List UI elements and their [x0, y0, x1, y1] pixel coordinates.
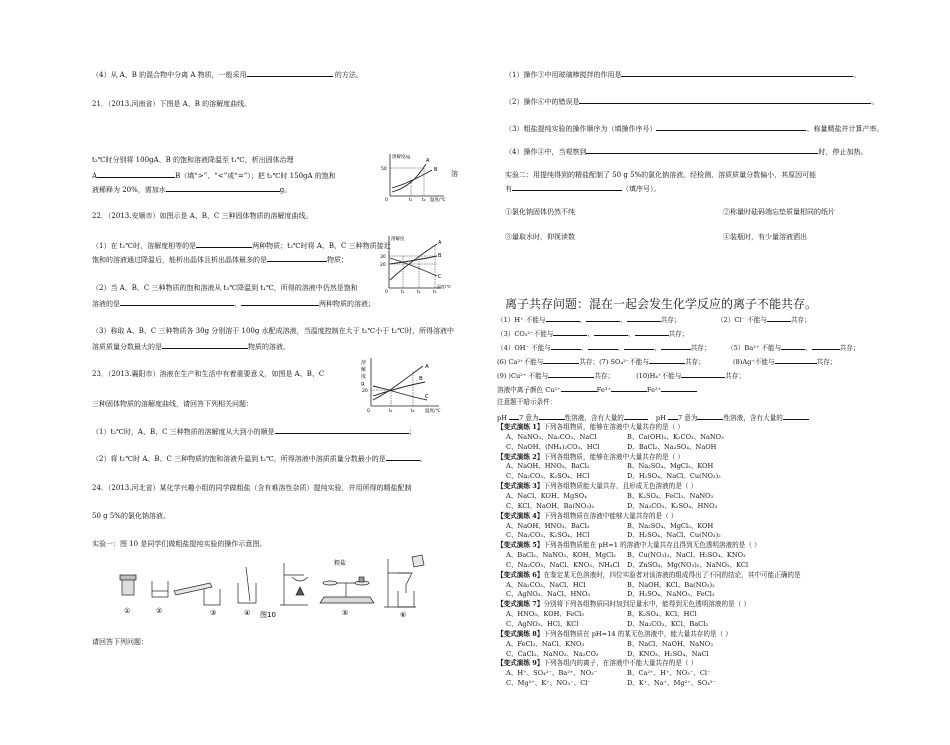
- drill-prompt: 下列各组物质，能够在溶液中大量共存的是（ ）: [543, 423, 685, 431]
- origin-label: 0: [367, 409, 370, 414]
- drill-option: B、NaCl、NaOH、NaNO₃: [627, 639, 713, 648]
- drill-option: A、HNO₃、KOH、FeCl₃: [506, 610, 584, 619]
- curve-label: A: [425, 364, 429, 370]
- ph-row: pH 7 意为 性溶液，含有大量的 pH 7 意为 性溶液，含有大量的: [497, 412, 809, 422]
- drill-question: [497, 482, 697, 490]
- exp2-b: 有 （填序号）。: [505, 185, 661, 193]
- drill-question: [497, 659, 697, 667]
- drill-option: B、Na₂SO₄、MgCl₂、KOH: [627, 521, 714, 530]
- drill-option: A、H⁺、SO₄²⁻、Ba²⁺、NO₃⁻: [506, 669, 598, 678]
- drill-title: 【变式演练 7】: [497, 600, 544, 609]
- ion-row-3: （3）CO₃²⁻不能与 、 、 共存；: [497, 330, 689, 338]
- drill-title: 【变式演练 8】: [497, 629, 544, 638]
- ion-section-title: 离子共存问题：混在一起会发生化学反应的离子不能共存。: [505, 297, 818, 311]
- drill-option: D、KNO₃、H₂SO₄、NaCl: [627, 649, 709, 658]
- x-tick: t₂: [417, 290, 421, 295]
- answer-prompt: 请回答下列问题：: [92, 638, 148, 646]
- answer-blank[interactable]: [97, 170, 175, 178]
- q23-line2: 三种固体物质的溶解度曲线，请回答下列相关问题：: [92, 400, 253, 408]
- drill-option: D、K⁺、Na⁺、Mg²⁺、SO₄²⁻: [627, 679, 717, 688]
- ylabel: 溶解度: [391, 237, 405, 242]
- x-tick: t₂: [422, 198, 426, 203]
- r2: （2）操作⑥中的错误是 。: [505, 98, 879, 106]
- step-number: ②: [156, 607, 163, 615]
- drill-option: B、K₂SO₄、FeCl₃、NaNO₃: [627, 491, 714, 500]
- drill-option: C、CaCl₂、NaNO₃、Na₂CO₃: [506, 649, 599, 658]
- drill-option: B、Na₂SO₄、MgCl₂、KOH: [627, 462, 714, 471]
- drill-question: [497, 630, 732, 638]
- drill-option: C、Mg²⁺、K⁺、NO₃⁻、Cl⁻: [506, 679, 591, 688]
- drill-title: 【变式演练 6】: [497, 570, 544, 579]
- q24-line2: 50 g 5%的氯化钠溶液。: [92, 512, 170, 520]
- answer-blank[interactable]: [586, 146, 818, 154]
- curve-label: A: [426, 158, 430, 164]
- curve-label: B: [438, 253, 442, 259]
- ion-color-row: 溶液中离子颜色 Cu²⁺ Fe³⁺ Fe²⁺: [497, 384, 697, 394]
- q22-3a: （3）称取 A、B、C 三种物质各 30g 分别溶于 100g 水配成溶液，当温度控制在大于 t₁℃小于 t₂℃时，所得溶液中: [92, 327, 454, 335]
- step-number: ③: [210, 609, 217, 617]
- figure-10-illustration: [112, 553, 430, 617]
- answer-blank[interactable]: [247, 69, 333, 77]
- x-tick: t₁: [401, 290, 405, 295]
- drill-question: [497, 541, 761, 549]
- curve-label: B: [434, 167, 438, 173]
- y-tick: 50: [381, 167, 387, 172]
- q21-line1: t₂℃时分别将 100gA、B 的饱和溶液降温至 t₁℃，析出固体治理: [92, 156, 294, 164]
- drill-prompt: 下列各组物质在溶液中能够大量共存的是（ ）: [543, 511, 678, 520]
- xlabel: 温度/℃: [437, 284, 451, 289]
- drill-option: A、NaCl、KOH、MgSO₄: [506, 491, 587, 500]
- curve-label: C: [425, 394, 429, 400]
- salt-label: 粗盐: [334, 560, 347, 567]
- step-number: ⑤: [342, 609, 349, 617]
- answer-blank[interactable]: [120, 298, 234, 306]
- answer-blank[interactable]: [621, 69, 853, 77]
- drill-prompt: 分别将下列各组物质同时加到足量水中，能得到无色透明溶液的是（ ）: [543, 600, 750, 609]
- x-tick: t₁: [409, 198, 413, 203]
- option-3: ③量取水时，仰视读数: [505, 233, 575, 241]
- drill-option: A、FeCl₃、NaCl、KNO₃: [506, 639, 585, 648]
- curve-b: [392, 170, 432, 188]
- drill-option: A、NaNO₃、Na₂CO₃、NaCl: [506, 432, 597, 441]
- curve-label: A: [438, 240, 442, 246]
- drill-option: D、H₂SO₄、NaNO₃、FeCl₃: [627, 590, 715, 599]
- solubility-graph-21: [378, 150, 448, 202]
- xlabel: 温度/℃: [430, 198, 446, 203]
- drill-option: C、Na₂CO₃、K₂SO₄、HCl: [506, 531, 590, 540]
- drill-option: D、BaCl₂、Na₂SO₄、NaOH: [627, 442, 717, 451]
- ion-row-5: （5）Ba²⁺ 不能与 、 共存；: [727, 344, 860, 352]
- drill-title: 【变式演练 1】: [497, 423, 544, 431]
- drill-option: C、AgNO₃、HCl、KCl: [506, 620, 579, 628]
- drill-option: B、Ca(OH)₂、K₂CO₃、NaNO₃: [627, 432, 724, 441]
- r4: （4）操作④中，当观察到 时，停止加热。: [505, 148, 868, 156]
- ion-row-4: （4）OH⁻ 不能与 、 、 、 共存；: [497, 344, 711, 352]
- drill-prompt: 下列各组内的离子，在溶液中不能大量共存的是（ ）: [543, 659, 698, 668]
- drill-option: A、Na₂CO₃、NaCl、HCl: [506, 580, 586, 589]
- drill-option: B、NaOH、KCl、Ba(NO₃)₂: [627, 580, 715, 589]
- ylabel: g: [361, 381, 365, 387]
- curve-label: B: [419, 376, 423, 382]
- option-2: ②称量时砝码端忘垫质量相同的纸片: [723, 208, 835, 216]
- answer-blank[interactable]: [166, 184, 280, 192]
- q23-2: （2）将 t₁℃时 A、B、C 三种物质的饱和溶液升温到 t₂℃，所得溶液中溶质质量分数最小的是 。: [92, 455, 427, 463]
- answer-blank[interactable]: [512, 183, 622, 191]
- drill-question: [497, 571, 801, 579]
- option-4: ④装瓶时，有少量溶液洒出: [723, 233, 807, 241]
- ion-row-9: (9) )Cu²⁺ 不能与 共存； (10)H₄⁺不能与 共存；: [497, 372, 746, 380]
- q22-title: 22．（2013.安顺市）如图示是 A、B、C 三种固体物质的溶解度曲线。: [92, 212, 313, 220]
- x-tick: t₃: [433, 290, 437, 295]
- drill-title: 【变式演练 4】: [497, 511, 544, 520]
- drill-option: A、NaOH、HNO₃、BaCl₂: [506, 462, 590, 471]
- experiment-one: 实验一：图 10 是同学们做粗盐提纯实验的操作示意图。: [92, 540, 267, 548]
- drill-option: D、ZnSO₄、Mg(NO₃)₂、NaNO₃、KCl: [627, 560, 749, 569]
- step-number: ①: [124, 607, 131, 615]
- r1: （1）操作③中用玻璃棒搅拌的作用是 。: [505, 71, 861, 79]
- drill-option: A、NaOH、HNO₃、BaCl₂: [506, 521, 590, 530]
- ion-row-2: （2）Cl⁻ 不能与 共存；: [717, 316, 811, 324]
- drill-option: D、Na₂CO₃、KCl、BaCl₂: [627, 620, 708, 628]
- drill-title: 【变式演练 9】: [497, 659, 544, 668]
- origin-label: 0: [385, 198, 388, 203]
- q22-1b: 饱和的溶液通过降温后，能析出晶体且析出晶体最多的是 物质；: [92, 256, 348, 264]
- solubility-graph-23: [355, 354, 447, 416]
- q23-1: （1）t₂℃时，A、B、C 三种物质的溶解度从大到小的顺是 ；: [92, 428, 416, 436]
- drill-prompt: 下列各组物质能大量共存，且形成无色溶液的是（ ）: [543, 482, 698, 491]
- option-1: ①氯化钠固体仍然不纯: [505, 208, 575, 216]
- drill-option: C、KCl、NaOH、Ba(NO₃)₂: [506, 501, 594, 510]
- x-tick: t₂: [411, 409, 415, 414]
- answer-blank[interactable]: [656, 123, 806, 131]
- answer-blank[interactable]: [579, 96, 871, 104]
- step-number: ④: [244, 609, 251, 617]
- q22-2a: （2）当 A、B、C 三种物质的饱和溶液从 t₃℃降温到 t₁℃，所得的溶液中仍然是饱和: [92, 284, 358, 292]
- ylabel: 溶: [361, 360, 367, 366]
- answer-blank[interactable]: [162, 341, 248, 349]
- drill-question: [497, 600, 750, 608]
- y-tick: 20: [380, 263, 386, 268]
- ion-row-8: (8)Ag⁺不能与 共存；: [733, 358, 837, 366]
- q23-title: 23．（2013.襄阳市）溶液在生产和生活中有着重要意义，如图是 A、B、C: [92, 370, 325, 378]
- q22-1a: （1）在 t₁℃时，溶解度相等的是 两种物质；t₃℃时将 A、B、C 三种物质接近: [92, 242, 391, 250]
- q21-title: 21．（2013.河南省）下图是 A、B 的溶解度曲线。: [92, 100, 252, 108]
- y-tick: 20: [362, 389, 368, 394]
- drill-option: A、BaCl₂、NaNO₃、KOH、MgCl₂: [506, 551, 616, 560]
- drill-title: 【变式演练 2】: [497, 452, 544, 461]
- origin-label: 0: [385, 290, 388, 295]
- drill-option: D、H₂SO₄、NaCl、Cu(NO₃)₂: [627, 531, 721, 540]
- drill-option: B、Ca²⁺、H⁺、NO₃⁻、Cl⁻: [627, 669, 711, 678]
- hint-row: 注意题干暗示条件：: [497, 398, 557, 406]
- drill-option: C、AgNO₃、NaCl、HNO₃: [506, 590, 591, 599]
- drill-option: C、NaOH、(NH₄)₂CO₃、HCl: [506, 442, 600, 451]
- r3: （3）粗盐提纯实验的操作顺序为（填操作序号） 、称量精盐并计算产率。: [505, 125, 884, 133]
- xlabel: 温度/℃: [425, 409, 441, 414]
- q21-line2-tail: 溶: [451, 170, 458, 178]
- answer-blank[interactable]: [241, 298, 319, 306]
- drill-option: D、Na₂CO₃、K₂SO₄、HNO₃: [627, 501, 718, 510]
- drill-option: B、Cu(NO₃)₂、NaCl、H₂SO₄、KNO₃: [627, 551, 746, 560]
- q22-3b: 溶质质量分数最大的是 物质的溶液。: [92, 343, 290, 351]
- answer-blank[interactable]: [196, 240, 252, 248]
- ion-row-6: (6) Ca²⁺不能与 共存；(7) SO₄²⁻不能与 共存；: [497, 358, 705, 366]
- q4-line: （4）从 A、B 的混合物中分离 A 物质，一般采用 的方法。: [92, 71, 363, 79]
- ylabel: 度: [361, 374, 367, 380]
- q24-line1: 24．（2013.河北省）某化学兴趣小组的同学做粗盐（含有难溶性杂质）提纯实验，并用所得的精盐配制: [92, 484, 412, 492]
- drill-prompt: 下列各组物质，能够在溶液中大量共存的是（ ）: [543, 452, 685, 461]
- x-tick: t₁: [389, 409, 393, 414]
- ylabel: 溶解度/g: [392, 155, 410, 160]
- ylabel: 解: [361, 367, 367, 373]
- q21-line3: 液稀释为 20%，需加水 g。: [92, 186, 292, 194]
- solubility-graph-22: [379, 232, 449, 294]
- answer-blank[interactable]: [275, 426, 409, 434]
- curve-label: C: [438, 274, 442, 280]
- answer-blank[interactable]: [386, 453, 420, 461]
- y-tick: 30: [380, 255, 386, 260]
- drill-prompt: 下列各组物质在 pH=14 的某无色溶液中，能大量共存的是（ ）: [543, 629, 732, 638]
- drill-title: 【变式演练 5】: [497, 541, 544, 550]
- drill-prompt: 下列各组物质能在 pH=1 的溶液中大量共存且得到无色透明溶液的是（ ）: [543, 541, 761, 550]
- drill-option: C、Na₂CO₃、NaCl、KNO₃、NH₄Cl: [506, 560, 620, 569]
- drill-question: [497, 512, 677, 520]
- drill-question: [497, 423, 684, 431]
- drill-title: 【变式演练 3】: [497, 482, 544, 491]
- drill-question: [497, 453, 684, 461]
- step-number: ⑥: [400, 611, 407, 619]
- drill-option: B、K₂SO₄、KCl、HCl: [627, 610, 697, 619]
- exp2-a: 实验二：用提纯得到的精盐配制了 50 g 5%的氯化钠溶液。经检测，溶质质量分数偏小，其原因可能: [505, 171, 817, 179]
- answer-blank[interactable]: [267, 254, 327, 262]
- q21-line2: A B（填“>”、“<”或“=”）；把 t₂℃时 150gA 的饱和: [92, 172, 336, 180]
- drill-option: C、Na₂CO₃、K₂SO₄、HCl: [506, 472, 590, 481]
- ion-row-1: （1）H⁺ 不能与 、 、 共存；: [497, 316, 681, 324]
- drill-option: D、H₂SO₄、NaCl、Cu(NO₃)₂: [627, 472, 721, 481]
- figure-caption: 图10: [260, 611, 276, 619]
- q22-2b: 溶液的是 、 两种物质的溶液；: [92, 300, 375, 308]
- drill-prompt: 在鉴定某无色溶液时，四位实验者对该溶液的组成得出了不同的结论，其中可能正确的是: [543, 570, 801, 579]
